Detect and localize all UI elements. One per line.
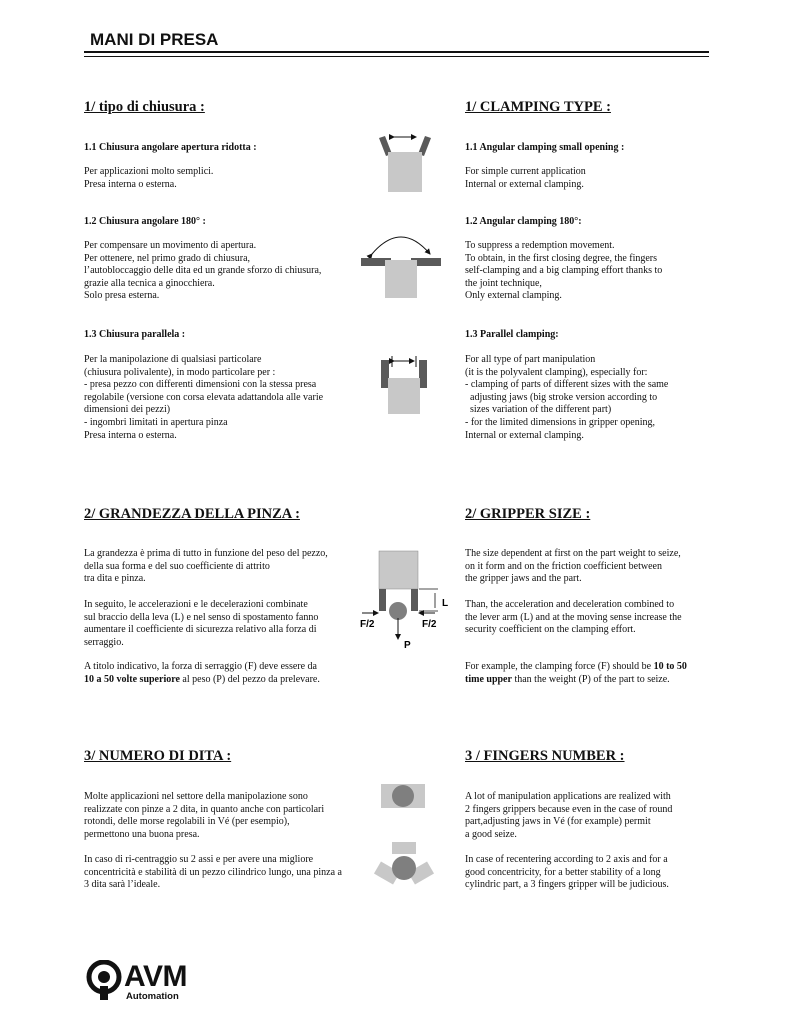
sec2-p3b-it: [84, 674, 320, 687]
label-f-right: F/2: [422, 619, 437, 630]
logo-name: AVM: [124, 960, 187, 993]
sec2-p1-it: La grandezza è prima di tutto in funzione del peso del pezzo, della sua forma e del suo coefficiente di attrito tra dita e pinza.: [84, 548, 328, 585]
sub11-text-it: Per applicazioni molto semplici. Presa interna o esterna.: [84, 166, 214, 190]
sub13-title-en: 1.3 Parallel clamping:: [465, 329, 559, 340]
label-f-left: F/2: [360, 619, 375, 630]
three-fingers-diagram: [372, 838, 436, 896]
avm-logo-icon: [86, 960, 124, 1002]
sub12-text-it: Per compensare un movimento di apertura. Per ottenere, nel primo grado di chiusura, l’autobloccaggio delle dita ed un grande sforzo di chiusura, grazie alla tecnica a ginocchiera. Solo presa esterna.: [84, 240, 322, 302]
sub11-title-it: 1.1 Chiusura angolare apertura ridotta :: [84, 142, 257, 153]
sub12-title-en: 1.2 Angular clamping 180°:: [465, 216, 582, 227]
sub12-text-en: To suppress a redemption movement. To obtain, in the first closing degree, the fingers self-clamping and a big clamping effort thanks to the joint technique, Only external clamping.: [465, 240, 663, 302]
sec2-p3b-bold-en: time upper: [465, 674, 512, 685]
section1-heading-it: 1/ tipo di chiusura :: [84, 99, 205, 115]
sub11-text-en: For simple current application Internal or external clamping.: [465, 166, 586, 190]
sub13-text-en: For all type of part manipulation (it is the polyvalent clamping), especially for: - clamping of parts of different sizes with the same adjusting jaws (big stroke version according to sizes variation of the different part) - for the limited dimensions in gripper opening, Internal or external clamping.: [465, 354, 669, 441]
sec2-p3a-pre-en: For example, the clamping force (F) should be: [465, 661, 654, 672]
header-rule-top: [84, 51, 709, 53]
sec2-p3b-rest-it: al peso (P) del pezzo da prelevare.: [179, 674, 320, 685]
page-title: MANI DI PRESA: [90, 30, 219, 49]
parallel-clamping-diagram: [372, 352, 436, 416]
sec2-p3a-bold-en: 10 to 50: [653, 661, 687, 672]
section3-heading-en: 3 / FINGERS NUMBER :: [465, 748, 625, 764]
gripper-size-diagram: [358, 548, 458, 654]
sec3-p2-en: In case of recentering according to 2 axis and for a good concentricity, for a better stability of a long cylindric part, a 3 fingers gripper will be judicious.: [465, 854, 669, 891]
header-rule-bottom: [84, 56, 709, 57]
section2-heading-it: 2/ GRANDEZZA DELLA PINZA :: [84, 506, 300, 522]
sub13-text-it: Per la manipolazione di qualsiasi particolare (chiusura polivalente), in modo particolare per : - presa pezzo con differenti dimensioni con la stessa presa regolabile (versione con corsa elevata adattandola alle varie dimensioni dei pezzi) - ingombri limitati in apertura pinza Presa interna o esterna.: [84, 354, 324, 441]
sec2-p2-en: Than, the acceleration and deceleration combined to the lever arm (L) and at the moving sense increase the security coefficient on the clamping effort.: [465, 599, 682, 636]
sub11-title-en: 1.1 Angular clamping small opening :: [465, 142, 625, 153]
sec2-p2-it: In seguito, le accelerazioni e le decelerazioni combinate sul braccio della leva (L) e nel senso di spostamento fanno aumentare il coefficiente di sicurezza relativo alla forza di serraggio.: [84, 599, 319, 648]
section2-heading-en: 2/ GRIPPER SIZE :: [465, 506, 591, 522]
sec2-p3b-bold-it: 10 a 50 volte superiore: [84, 674, 180, 685]
sec3-p1-en: A lot of manipulation applications are realized with 2 fingers grippers because even in the case of round part,adjusting jaws in Vé (for example) permit a good seize.: [465, 791, 673, 840]
sec2-p3a-en: [465, 661, 687, 674]
section1-heading-en: 1/ CLAMPING TYPE :: [465, 99, 611, 115]
sub12-title-it: 1.2 Chiusura angolare 180° :: [84, 216, 206, 227]
sec2-p3b-rest-en: than the weight (P) of the part to seize.: [511, 674, 670, 685]
angular-small-opening-diagram: [370, 128, 440, 198]
sec3-p1-it: Molte applicazioni nel settore della manipolazione sono realizzate con pinze a 2 dita, in quanto anche con particolari rotondi, delle morse regolabili in Vé (per esempio), permettono una buona presa.: [84, 791, 325, 840]
sec2-p1-en: The size dependent at first on the part weight to seize, on it form and on the friction coefficient between the gripper jaws and the part.: [465, 548, 681, 585]
sub13-title-it: 1.3 Chiusura parallela :: [84, 329, 186, 340]
label-p: P: [404, 640, 411, 651]
logo-sub: Automation: [126, 991, 179, 1002]
section3-heading-it: 3/ NUMERO DI DITA :: [84, 748, 232, 764]
sec3-p2-it: In caso di ri-centraggio su 2 assi e per avere una migliore concentricità e stabilità di un pezzo cilindrico lungo, una pinza a 3 dita sarà l’ideale.: [84, 854, 342, 891]
two-fingers-diagram: [378, 780, 428, 812]
sec2-p3b-en: [465, 674, 670, 687]
sec2-p3a-it: A titolo indicativo, la forza di serraggio (F) deve essere da: [84, 661, 317, 672]
angular-180-diagram: [358, 226, 444, 300]
label-l: L: [442, 598, 449, 609]
